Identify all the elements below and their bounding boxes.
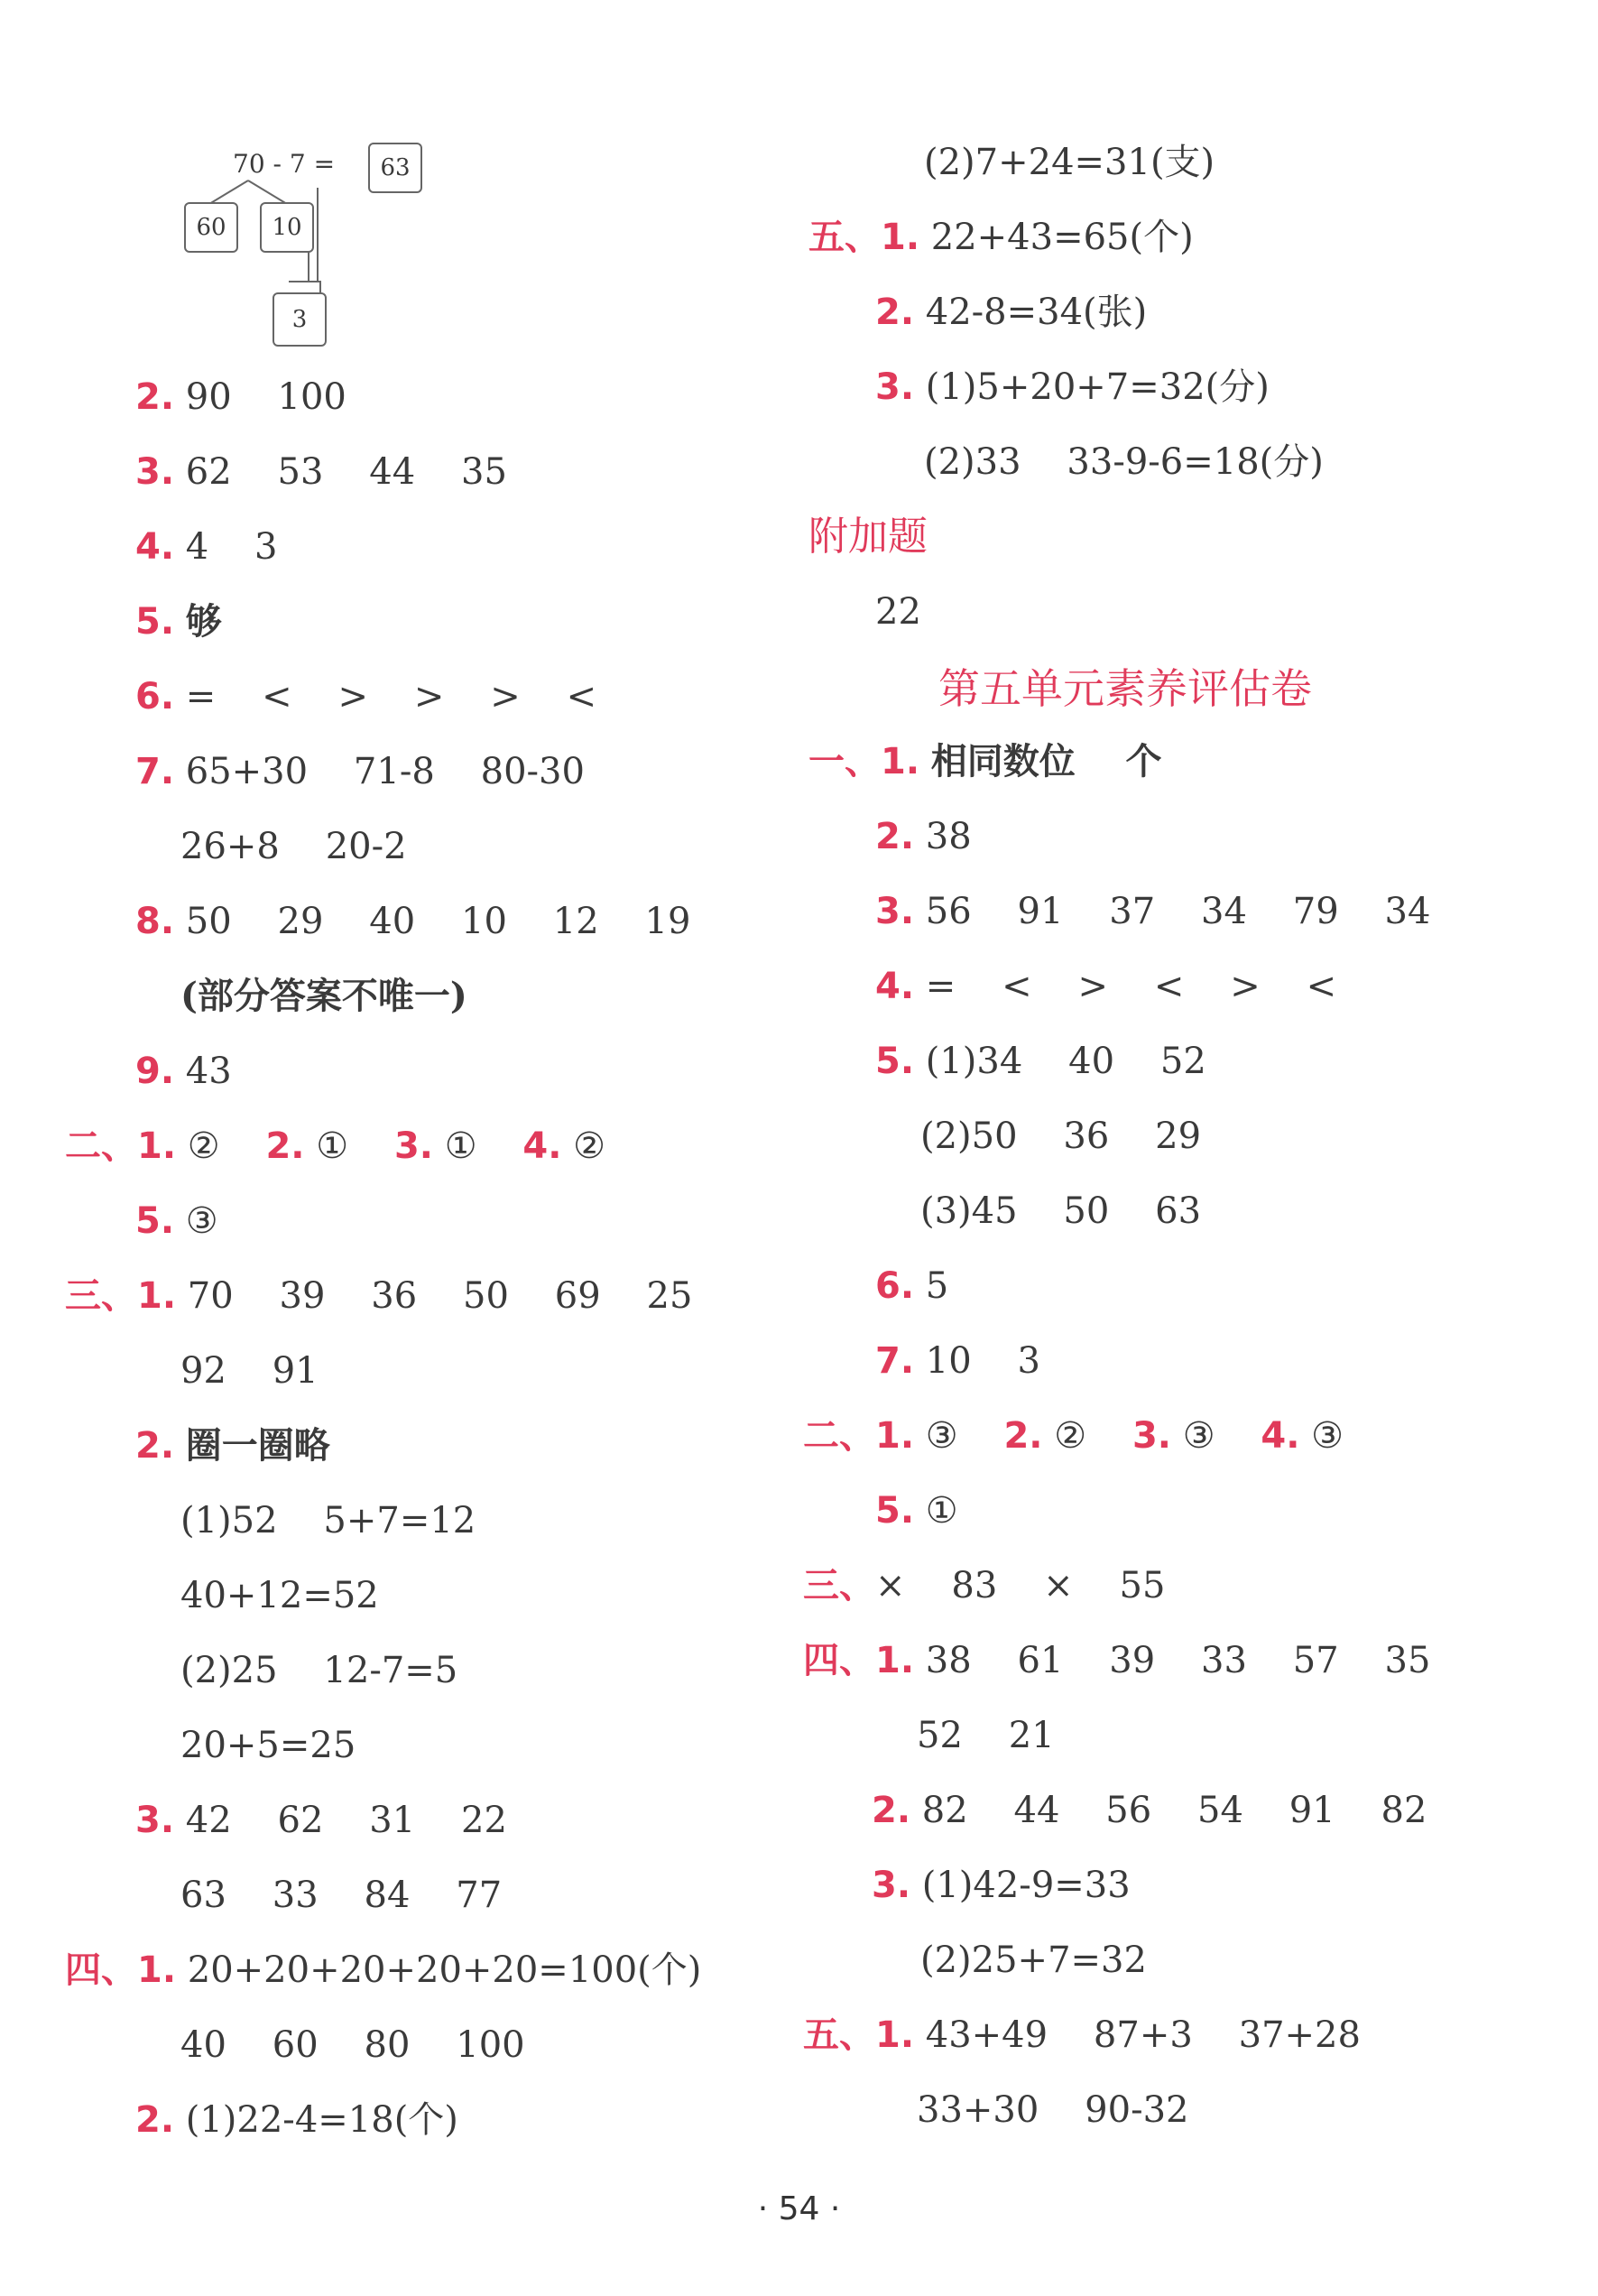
answer-line: 3. 62 53 44 35 [135, 451, 507, 493]
answer-line: 2. 82 44 56 54 91 82 [872, 1790, 1427, 1831]
diagram-result-box: 63 [368, 143, 422, 193]
answer-line: 7. 10 3 [875, 1340, 1040, 1382]
answer-line: 三、1. 70 39 36 50 69 25 [65, 1275, 693, 1317]
answer-line: 四、1. 20+20+20+20+20=100(个) [65, 1949, 702, 1991]
answer-line: 22 [875, 591, 921, 633]
answer-line: 52 21 [917, 1715, 1055, 1756]
answer-line: 二、1. ② 2. ① 3. ① 4. ② [65, 1125, 606, 1167]
answer-line: 8. 50 29 40 10 12 19 [135, 901, 691, 942]
answer-line: 33+30 90-32 [917, 2089, 1189, 2131]
answer-line: 2. 90 100 [135, 376, 346, 418]
answer-line: 40+12=52 [180, 1575, 379, 1616]
answer-line: 五、1. 22+43=65(个) [808, 217, 1194, 258]
answer-line: 一、1. 相同数位 个 [808, 740, 1162, 782]
answer-line: 2. 42-8=34(张) [875, 292, 1148, 333]
answer-line: (2)25+7=32 [920, 1940, 1147, 1981]
answer-line: 4. 4 3 [135, 526, 278, 568]
answer-line: 五、1. 43+49 87+3 37+28 [803, 2014, 1361, 2056]
answer-line: 63 33 84 77 [180, 1875, 503, 1916]
page-number: · 54 · [757, 2190, 841, 2227]
answer-line: 5. ① [875, 1490, 958, 1532]
answer-line: (3)45 50 63 [920, 1190, 1202, 1232]
answer-line: 6. = < > > > < [135, 676, 597, 718]
answer-line: 92 91 [180, 1350, 319, 1392]
answer-line: 三、× 83 × 55 [803, 1565, 1166, 1606]
answer-line: 5. (1)34 40 52 [875, 1041, 1206, 1082]
answer-line: 2. 38 [875, 816, 972, 857]
answer-line: 3. 56 91 37 34 79 34 [875, 891, 1431, 932]
answer-line: 3. (1)42-9=33 [872, 1865, 1131, 1906]
answer-line: 26+8 20-2 [180, 826, 407, 867]
answer-line: (1)52 5+7=12 [180, 1500, 476, 1541]
diagram-remainder-box: 3 [272, 292, 327, 347]
answer-line: 4. = < > < > < [875, 966, 1337, 1007]
answer-line: 5. ③ [135, 1200, 218, 1242]
answer-line: 2. 圈一圈略 [135, 1424, 330, 1467]
answer-note: (部分答案不唯一) [180, 975, 467, 1017]
answer-line: (2)33 33-9-6=18(分) [924, 441, 1324, 483]
diagram-equation: 70 - 7 = [233, 149, 336, 179]
answer-line: (2)50 36 29 [920, 1116, 1202, 1157]
bonus-heading: 附加题 [808, 514, 928, 560]
answer-line: 5. 够 [135, 600, 222, 643]
answer-line: 20+5=25 [180, 1725, 356, 1766]
answer-line: 二、1. ③ 2. ② 3. ③ 4. ③ [803, 1415, 1344, 1457]
answer-line: 9. 43 [135, 1051, 232, 1092]
answer-line: (2)7+24=31(支) [924, 142, 1215, 183]
answer-line: 40 60 80 100 [180, 2024, 525, 2066]
diagram-split-b-box: 10 [260, 202, 314, 253]
diagram-lines [0, 0, 1598, 379]
answer-line: 3. 42 62 31 22 [135, 1800, 507, 1841]
answer-line: 3. (1)5+20+7=32(分) [875, 366, 1270, 408]
unit-title: 第五单元素养评估卷 [938, 664, 1312, 713]
answer-line: 四、1. 38 61 39 33 57 35 [803, 1640, 1431, 1681]
answer-line: 6. 5 [875, 1265, 949, 1307]
answer-line: (2)25 12-7=5 [180, 1650, 458, 1691]
answer-line: 7. 65+30 71-8 80-30 [135, 751, 585, 792]
diagram-split-a-box: 60 [184, 202, 238, 253]
answer-line: 2. (1)22-4=18(个) [135, 2099, 458, 2141]
